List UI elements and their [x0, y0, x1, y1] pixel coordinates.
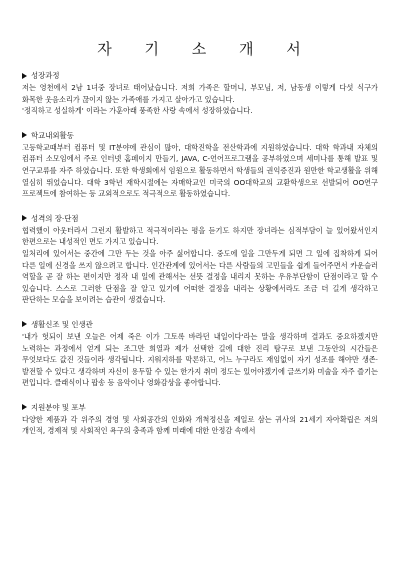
paragraph: 협력했이 아웃터라서 그런지 활발하고 적극적이라는 평을 듣기도 하지만 장녀라는 심적부담이 늘 있어왔서인지 한편으로는 내성적인 면도 가지고 있습니다.: [22, 225, 378, 247]
section-life-philosophy: [22, 319, 378, 389]
triangle-bullet-icon: [22, 321, 27, 327]
paragraph: 일처리에 있어서는 중간에 그만 두는 것을 아주 싫어합니다. 중도에 일을 그만두게 되면 그 일에 집착하게 되어 다른 일에 신경을 쓰지 않으려고 합니다. 인간관계에 있어서는 다른 사람들의 고민들을 쉽게 들어주면서 카운슬러 역할을 곧 잘 하는 편이지만 정작 내 일에 관해서는 선뜻 결정을 내리지 못하는 우유부단함이 단점이라고 할 수 있습니다. 스스로 그러한 단점을 잘 알고 있기에 어떠한 결정을 내리는 상황에서라도 조금 더 길게 생각하고 판단하는 모습을 보이려는 습관이 생겼습니다.: [22, 248, 378, 305]
triangle-bullet-icon: [22, 132, 27, 138]
section-application-field: [22, 402, 378, 437]
paragraph: 다양한 제품과 각 위주의 경영 및 사회공간의 인화와 개척정신을 제일로 삼는 귀사의 21세기 자아확립은 저의 개인적, 경제적 및 사회적인 욕구의 충족과 함께 미래에 대한 안정감 속에서: [22, 414, 378, 436]
section-heading: [22, 213, 378, 224]
section-personality: [22, 213, 378, 306]
section-heading-label: 성장과정: [31, 71, 60, 80]
section-heading: [22, 319, 378, 330]
document-title: 자 기 소 개 서: [97, 40, 315, 58]
paragraph: 고등학교때부터 컴퓨터 및 IT분야에 관심이 많아, 대학진학을 전산학과에 지원하였습니다. 대학 학과내 자체의 컴퓨터 소모임에서 주로 인터넷 홈페이지 만들기, JAVA, C-언어프로그램을 공부하였으며 세미나를 통해 발표 및 연구교류를 자주 하였습니다. 또한 학생회에서 임원으로 활동하면서 학생들의 권익증진과 원만한 학교생활을 위해 열심히 뛰었습니다. 대학 3학년 재학시절에는 자매학교인 미국의 OO대학교의 교환학생으로 선발되어 OO연구 프로젝트에 참여하는 등 교외적으로도 적극적으로 활동하였습니다.: [22, 142, 378, 199]
triangle-bullet-icon: [22, 404, 27, 410]
section-heading: [22, 130, 378, 141]
paragraph: 저는 영천에서 2남 1녀중 장녀로 태어났습니다. 저희 가족은 할머니, 부모님, 저, 남동생 이렇게 다섯 식구가 화목한 웃음소리가 끊이지 않는 가족애를 가지고 살아가고 있습니다.: [22, 83, 378, 104]
triangle-bullet-icon: [22, 73, 27, 79]
paragraph: '정직하고 성실하게' 이라는 가훈아래 풍족한 사랑 속에서 성장하였습니다.: [22, 106, 253, 116]
triangle-bullet-icon: [22, 215, 27, 221]
section-heading: [22, 402, 378, 413]
section-heading-label: 학교내외활동: [31, 130, 74, 140]
section-heading-label: 성격의 장·단점: [31, 213, 79, 223]
section-heading-label: 생활신조 및 인생관: [31, 319, 93, 329]
section-heading-label: 지원분야 및 포부: [31, 402, 86, 412]
section-heading: [22, 70, 378, 81]
paragraph: '내가 헛되이 보낸 오늘은 어제 죽은 이가 그토록 바라던 내일이다'라는 말을 생각하며 결과도 중요하겠지만 노력하는 과정에서 얻게 되는 조그만 희열과 제가 선택한 길에 대한 진리 탐구로 보낸 그동안의 시간들은 무엇보다도 값진 것들이라 생각됩니다. 지워지하를 막론하고, 어느 누구라도 재임없이 자기 성조를 해야만 생존·발전할 수 있다고 생각하며 자신이 용두할 수 있는 한가지 취미 정도는 있어야겠기에 글쓰기와 미술을 자주 즐기는 편입니다. 클래식이나 팝송 등 음악이나 영화감상을 좋아합니다.: [22, 331, 378, 388]
section-growth: [22, 70, 378, 117]
section-school-activities: [22, 130, 378, 200]
